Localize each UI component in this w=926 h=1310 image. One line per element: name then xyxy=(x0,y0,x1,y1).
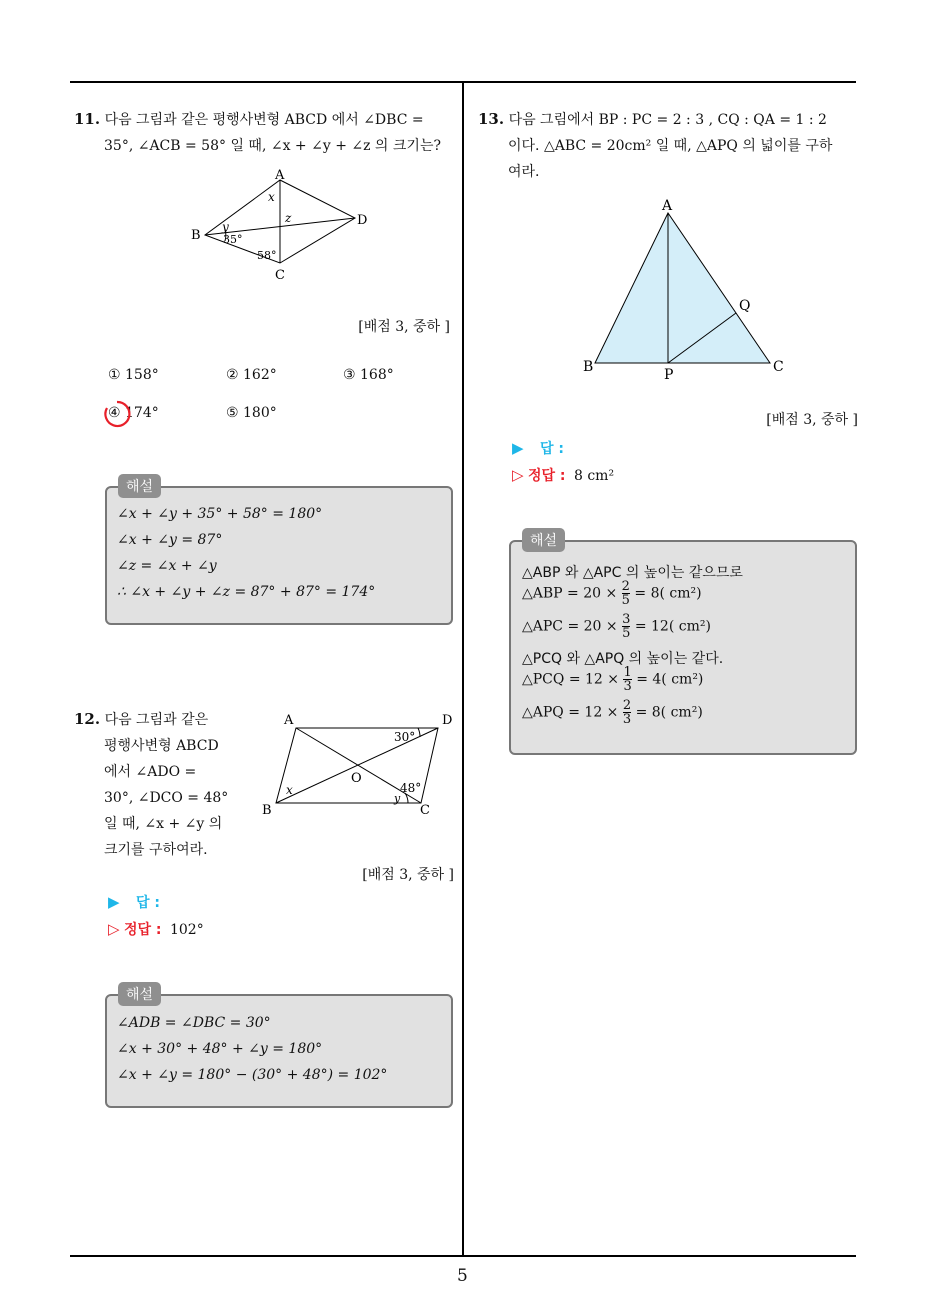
q12-label-x: x xyxy=(286,783,293,797)
q12-label-y: y xyxy=(394,792,401,805)
q12-line-1: 다음 그림과 같은 xyxy=(104,712,209,728)
q13-sol2-den: 5 xyxy=(621,593,630,608)
q12-label-o: O xyxy=(351,771,362,786)
q12-solution-line-1: ∠ADB = ∠DBC = 30° xyxy=(117,1015,271,1031)
q13-solution-line-6 xyxy=(522,699,703,726)
q13-solution-line-3 xyxy=(522,613,711,640)
q12-answer-row xyxy=(108,892,160,912)
q12-solution-line-2: ∠x + 30° + 48° + ∠y = 180° xyxy=(117,1041,323,1057)
q12-correct-value: 102° xyxy=(169,922,204,938)
play-triangle-icon: ▶ xyxy=(512,439,524,457)
q13-solution-line-4: △PCQ 와 △APQ 의 높이는 같다. xyxy=(522,651,724,667)
column-divider xyxy=(462,81,464,1256)
q11-angle-58: 58° xyxy=(257,249,277,262)
q12-angle-30: 30° xyxy=(394,730,416,744)
q11-solution-line-2: ∠x + ∠y = 87° xyxy=(117,532,223,548)
q12-line-6: 크기를 구하여라. xyxy=(104,842,208,858)
q12-line-2: 평행사변형 ABCD xyxy=(104,738,219,754)
outline-triangle-icon: ▷ xyxy=(512,466,524,484)
q12-score: [배점 3, 중하 ] xyxy=(362,867,454,883)
q11-choice-3[interactable]: ③ 168° xyxy=(343,367,394,383)
q11-label-c: C xyxy=(275,268,285,283)
q12-solution-line-3: ∠x + ∠y = 180° − (30° + 48°) = 102° xyxy=(117,1067,388,1083)
q13-sol3-den: 5 xyxy=(622,626,631,641)
q12-label-b: B xyxy=(262,803,272,818)
q11-solution-tab: 해설 xyxy=(118,474,161,498)
q11-solution-line-3: ∠z = ∠x + ∠y xyxy=(117,558,217,574)
q12-solution-tab: 해설 xyxy=(118,982,161,1006)
q13-sol5-den: 3 xyxy=(623,679,632,694)
q13-answer-label: 답 : xyxy=(540,441,564,457)
q11-choice-2[interactable]: ② 162° xyxy=(226,367,277,383)
q13-number: 13. xyxy=(478,110,505,128)
q13-sol6-fraction xyxy=(623,699,631,726)
q13-line3: 여라. xyxy=(508,164,540,180)
q13-sol5-fraction xyxy=(623,666,631,693)
page-number: 5 xyxy=(457,1266,468,1286)
q11-text xyxy=(74,106,458,159)
q13-label-c: C xyxy=(773,359,784,375)
q12-angle-arc-d xyxy=(418,728,420,737)
q11-number: 11. xyxy=(74,110,101,128)
q11-line2: 35°, ∠ACB = 58° 일 때, ∠x + ∠y + ∠z 의 크기는? xyxy=(104,138,441,154)
q11-label-z: z xyxy=(285,211,292,225)
q11-choice-1[interactable]: ① 158° xyxy=(108,367,159,383)
q11-figure xyxy=(185,168,375,288)
q13-sol6-right: = 8( cm²) xyxy=(635,704,703,721)
q13-sol3-fraction xyxy=(622,613,630,640)
q13-sol5-left: △PCQ = 12 × xyxy=(522,671,620,688)
q12-correct-row xyxy=(108,919,204,939)
outline-triangle-icon: ▷ xyxy=(108,920,120,938)
q12-label-c: C xyxy=(420,803,430,818)
q13-sol3-left: △APC = 20 × xyxy=(522,618,618,635)
q12-label-a: A xyxy=(284,713,294,728)
q13-correct-label: 정답 : xyxy=(528,468,566,484)
q12-line-3: 에서 ∠ADO = xyxy=(104,764,197,780)
q13-solution-line-2 xyxy=(522,580,702,607)
q11-line1: 다음 그림과 같은 평행사변형 ABCD 에서 ∠DBC = xyxy=(104,112,424,128)
q11-score: [배점 3, 중하 ] xyxy=(358,319,450,335)
q13-sol5-num: 1 xyxy=(623,665,632,680)
q13-line2: 이다. △ABC = 20cm² 일 때, △APQ 의 넓이를 구하 xyxy=(508,138,833,154)
q12-angle-48: 48° xyxy=(400,781,422,795)
q12-answer-label: 답 : xyxy=(136,895,160,911)
q13-label-a: A xyxy=(662,198,673,214)
play-triangle-icon: ▶ xyxy=(108,893,120,911)
q12-line-4: 30°, ∠DCO = 48° xyxy=(104,790,229,806)
q13-correct-row xyxy=(512,465,614,485)
q13-solution-tab: 해설 xyxy=(522,528,565,552)
q13-correct-value: 8 cm² xyxy=(573,468,615,484)
q12-figure xyxy=(258,708,458,823)
q13-sol5-right: = 4( cm²) xyxy=(636,671,704,688)
q13-figure xyxy=(578,195,798,385)
q12-text xyxy=(74,706,254,863)
q13-sol2-left: △ABP = 20 × xyxy=(522,585,618,602)
q11-label-x: x xyxy=(268,190,275,204)
q13-sol2-num: 2 xyxy=(621,579,630,594)
q13-sol2-right: = 8( cm²) xyxy=(634,585,702,602)
q11-solution-line-4: ∴ ∠x + ∠y + ∠z = 87° + 87° = 174° xyxy=(117,584,376,600)
q11-solution-line-1: ∠x + ∠y + 35° + 58° = 180° xyxy=(117,506,323,522)
q13-text xyxy=(478,106,862,185)
q11-label-d: D xyxy=(357,213,368,228)
q11-choice-5[interactable]: ⑤ 180° xyxy=(226,405,277,421)
q12-label-d: D xyxy=(442,713,453,728)
q13-triangle-abc xyxy=(595,213,770,363)
q13-sol2-fraction xyxy=(622,580,630,607)
q13-line1: 다음 그림에서 BP : PC = 2 : 3 , CQ : QA = 1 : 2 xyxy=(508,112,827,128)
q13-score: [배점 3, 중하 ] xyxy=(766,412,858,428)
q11-label-a: A xyxy=(275,168,285,183)
q12-correct-label: 정답 : xyxy=(124,922,162,938)
q13-solution-line-5 xyxy=(522,666,703,693)
q13-solution-line-1: △ABP 와 △APC 의 높이는 같으므로 xyxy=(522,565,743,581)
q11-angle-35: 35° xyxy=(223,233,243,246)
selected-answer-circle-icon xyxy=(102,399,132,429)
q13-sol6-left: △APQ = 12 × xyxy=(522,704,619,721)
q11-label-y: y xyxy=(222,220,229,234)
q11-choice-4[interactable]: ④ 174° xyxy=(108,405,159,421)
q13-sol6-den: 3 xyxy=(622,712,632,727)
q13-sol3-num: 3 xyxy=(622,612,631,627)
q13-sol3-right: = 12( cm²) xyxy=(634,618,711,635)
q11-label-b: B xyxy=(191,228,201,243)
q13-answer-row xyxy=(512,438,564,458)
q12-line-5: 일 때, ∠x + ∠y 의 xyxy=(104,816,223,832)
q13-label-b: B xyxy=(583,359,594,375)
q12-number: 12. xyxy=(74,710,101,728)
q13-label-p: P xyxy=(664,367,674,383)
q13-label-q: Q xyxy=(739,298,751,314)
q13-sol6-num: 2 xyxy=(622,698,632,713)
bottom-rule xyxy=(70,1255,856,1257)
